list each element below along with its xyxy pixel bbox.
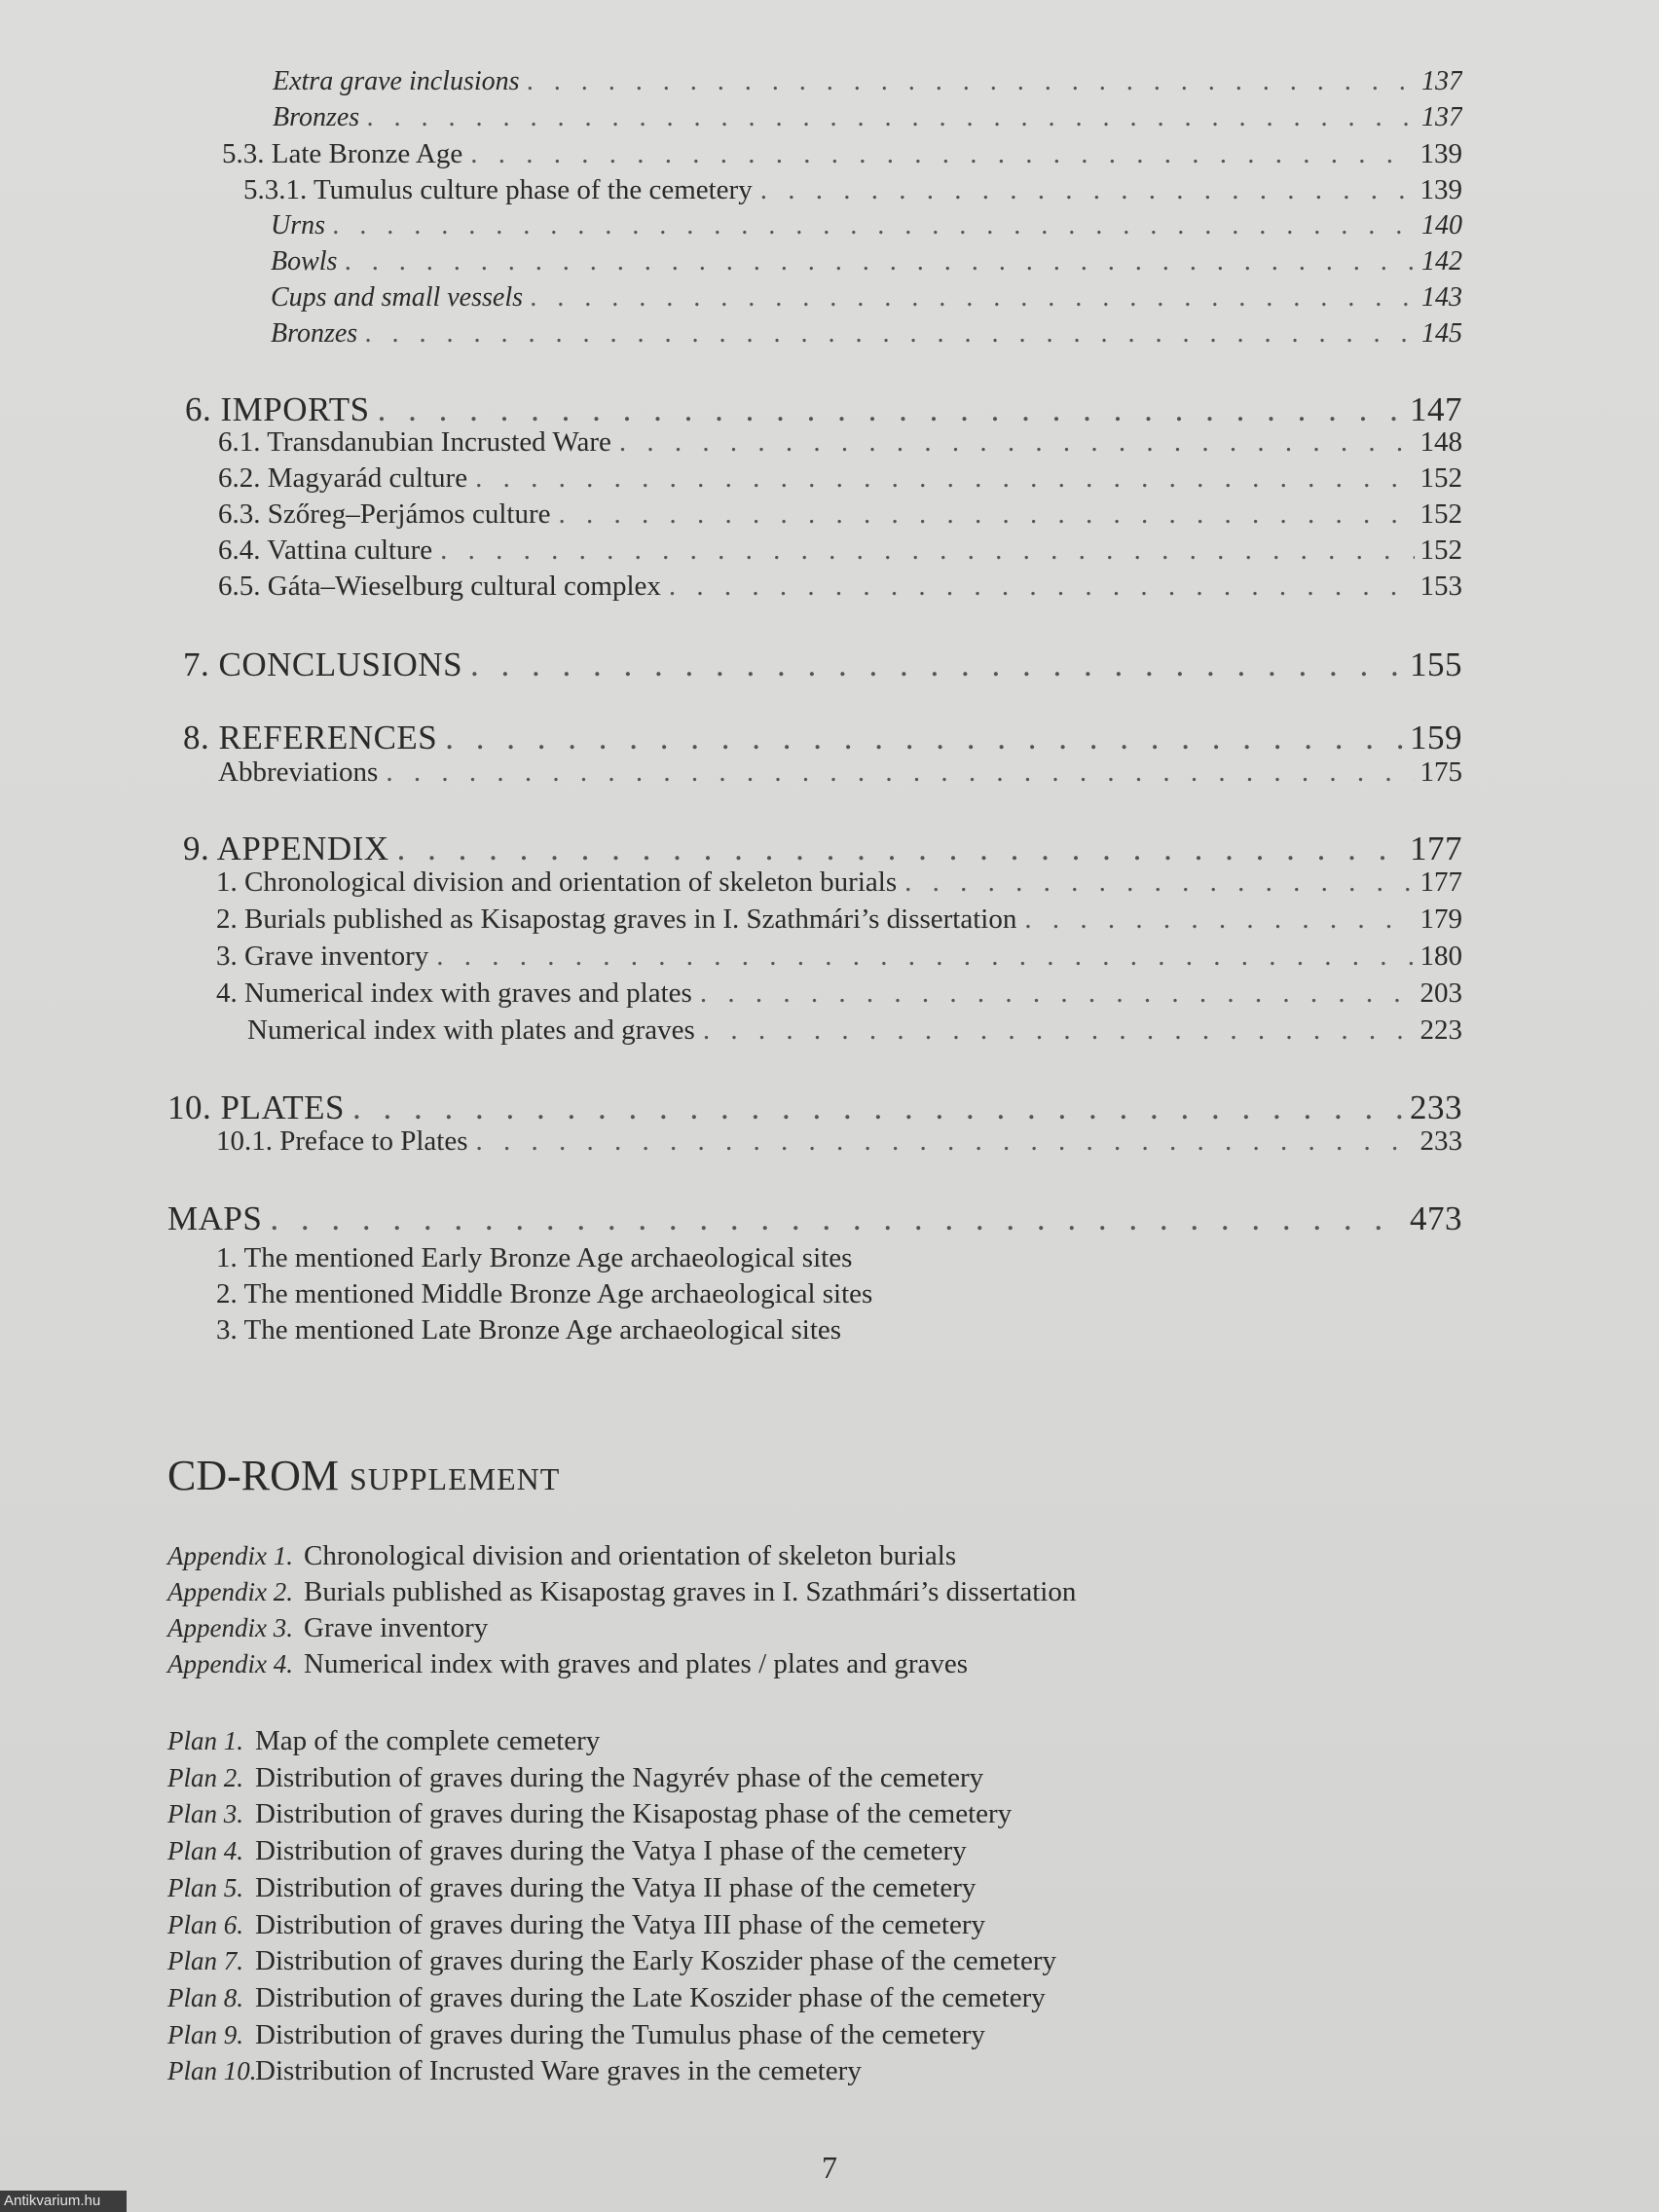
toc-entry-label: Abbreviations [218, 756, 379, 788]
toc-entry-label: 8. REFERENCES [183, 719, 438, 756]
toc-entry [243, 174, 1462, 206]
toc-entry-label: 1. Chronological division and orientation of skeleton burials [216, 866, 898, 898]
toc-entry-page: 152 [1419, 462, 1462, 494]
toc-entry-label: Cups and small vessels [271, 282, 523, 313]
appendix-label: Appendix 4. [167, 1649, 293, 1678]
toc-entry-page: 143 [1421, 282, 1462, 313]
toc-leader-dots [365, 318, 1416, 350]
toc-leader-dots [345, 246, 1416, 277]
toc-leader-dots [352, 1088, 1404, 1127]
appendix-label: Appendix 2. [167, 1577, 293, 1606]
toc-leader-dots [703, 1014, 1415, 1047]
toc-leader-dots [378, 390, 1404, 429]
toc-entry [218, 571, 1462, 603]
plan-text: Distribution of graves during the Late Koszider phase of the cemetery [255, 1981, 1046, 2013]
page-number: 7 [822, 2150, 837, 2185]
plan-text: Distribution of graves during the Early Koszider phase of the cemetery [255, 1945, 1057, 1977]
toc-entry-label: MAPS [167, 1199, 263, 1237]
toc-entry-page: 179 [1419, 903, 1462, 935]
toc-entry [167, 1199, 1462, 1238]
toc-leader-dots [440, 535, 1414, 567]
toc-entry-label: 10.1. Preface to Plates [216, 1125, 468, 1157]
plan-label: Plan 8. [167, 1982, 243, 2012]
toc-entry-label: 5.3. Late Bronze Age [222, 138, 463, 169]
plan-label: Plan 5. [167, 1872, 243, 1902]
cd-rom-supplement-title [167, 1451, 560, 1500]
toc-leader-dots [700, 977, 1415, 1010]
appendix-entry [167, 1576, 1076, 1608]
plan-label: Plan 4. [167, 1836, 243, 1866]
plan-entry [167, 1725, 600, 1757]
toc-leader-dots [669, 571, 1415, 603]
toc-entry [183, 645, 1462, 684]
toc-entry-label: Bowls [271, 246, 338, 276]
toc-entry-label: 4. Numerical index with graves and plates [216, 977, 692, 1009]
toc-entry [183, 830, 1462, 868]
toc-leader-dots [475, 462, 1414, 495]
toc-leader-dots [528, 66, 1416, 97]
toc-leader-dots [270, 1199, 1404, 1238]
plan-text: Distribution of graves during the Vatya II phase of the cemetery [255, 1871, 977, 1903]
appendix-label: Appendix 1. [167, 1541, 293, 1570]
plan-entry [167, 1872, 976, 1904]
toc-entry-page: 139 [1419, 174, 1462, 205]
map-list-item: 2. The mentioned Middle Bronze Age archaeological sites [216, 1278, 873, 1309]
appendix-text: Grave inventory [304, 1612, 489, 1643]
cd-rom-title-small: SUPPLEMENT [350, 1461, 561, 1496]
toc-entry-label: Extra grave inclusions [273, 66, 520, 96]
toc-entry-label: 2. Burials published as Kisapostag graves in I. Szathmári’s dissertation [216, 903, 1017, 935]
toc-entry [247, 1014, 1462, 1047]
plan-label: Plan 2. [167, 1762, 243, 1792]
toc-leader-dots [904, 866, 1414, 899]
toc-entry [218, 462, 1462, 495]
toc-entry-label: 6.2. Magyarád culture [218, 462, 468, 494]
toc-entry [216, 1125, 1462, 1158]
toc-entry-page: 139 [1419, 138, 1462, 169]
toc-entry-page: 233 [1419, 1125, 1462, 1157]
toc-leader-dots [619, 426, 1415, 459]
plan-label: Plan 1. [167, 1726, 243, 1755]
toc-leader-dots [386, 756, 1414, 789]
plan-text: Distribution of graves during the Tumulus phase of the cemetery [255, 2018, 985, 2050]
plan-entry [167, 1909, 985, 1941]
plan-entry [167, 1982, 1046, 2014]
toc-leader-dots [1024, 903, 1414, 936]
toc-entry [183, 719, 1462, 757]
plan-label: Plan 7. [167, 1946, 243, 1976]
toc-entry-label: 10. PLATES [167, 1088, 345, 1126]
toc-entry-page: 152 [1419, 535, 1462, 566]
toc-leader-dots [333, 210, 1416, 241]
toc-leader-dots [470, 645, 1404, 684]
appendix-entry [167, 1648, 968, 1680]
plan-entry [167, 1798, 1012, 1830]
toc-entry-page: 223 [1419, 1014, 1462, 1046]
appendix-label: Appendix 3. [167, 1613, 293, 1642]
toc-entry [218, 426, 1462, 459]
toc-entry-label: Bronzes [273, 102, 360, 132]
toc-entry-page: 473 [1410, 1199, 1462, 1237]
toc-entry-label: 6.3. Szőreg–Perjámos culture [218, 498, 551, 530]
plan-text: Distribution of graves during the Vatya III phase of the cemetery [255, 1908, 986, 1940]
map-list-item: 1. The mentioned Early Bronze Age archaeological sites [216, 1242, 853, 1273]
plan-entry [167, 2055, 862, 2087]
plan-label: Plan 10. [167, 2056, 257, 2086]
toc-entry [216, 940, 1462, 973]
toc-entry-page: 142 [1421, 246, 1462, 276]
watermark-label: Antikvarium.hu [0, 2191, 127, 2212]
toc-entry-page: 233 [1410, 1088, 1462, 1126]
toc-entry-page: 153 [1419, 571, 1462, 602]
toc-entry [222, 138, 1462, 170]
plan-entry [167, 1945, 1056, 1977]
toc-entry [167, 1088, 1462, 1127]
toc-leader-dots [397, 830, 1404, 868]
plan-label: Plan 9. [167, 2019, 243, 2049]
toc-entry [218, 498, 1462, 531]
toc-entry [216, 866, 1462, 899]
toc-entry [218, 535, 1462, 567]
toc-entry-page: 177 [1419, 866, 1462, 898]
toc-entry [271, 318, 1462, 350]
plan-text: Map of the complete cemetery [255, 1725, 601, 1756]
appendix-text: Numerical index with graves and plates / plates and graves [304, 1648, 969, 1679]
toc-entry-page: 148 [1419, 426, 1462, 458]
toc-entry-page: 203 [1419, 977, 1462, 1009]
plan-label: Plan 3. [167, 1799, 243, 1829]
toc-entry-label: 9. APPENDIX [183, 830, 389, 867]
toc-entry [271, 282, 1462, 313]
toc-entry [273, 66, 1462, 97]
toc-entry-page: 147 [1410, 390, 1462, 428]
plan-entry [167, 1835, 967, 1867]
toc-leader-dots [445, 719, 1404, 757]
cd-rom-title-main: CD-ROM [167, 1452, 340, 1499]
toc-entry-label: 7. CONCLUSIONS [183, 645, 463, 683]
toc-entry-page: 152 [1419, 498, 1462, 530]
toc-leader-dots [760, 174, 1415, 206]
plan-entry [167, 2019, 985, 2051]
plan-label: Plan 6. [167, 1909, 243, 1939]
plan-text: Distribution of graves during the Kisapostag phase of the cemetery [255, 1798, 1013, 1830]
toc-leader-dots [531, 282, 1416, 313]
toc-entry [218, 756, 1462, 789]
toc-entry-page: 137 [1421, 102, 1462, 132]
toc-leader-dots [470, 138, 1414, 170]
toc-entry-page: 137 [1421, 66, 1462, 96]
plan-text: Distribution of graves during the Nagyrév phase of the cemetery [255, 1761, 984, 1793]
toc-entry-label: 5.3.1. Tumulus culture phase of the cemetery [243, 174, 753, 205]
toc-entry [271, 246, 1462, 277]
toc-leader-dots [436, 940, 1414, 973]
toc-leader-dots [476, 1125, 1415, 1158]
toc-entry-label: Bronzes [271, 318, 358, 349]
toc-entry-page: 155 [1410, 645, 1462, 683]
toc-entry-page: 180 [1419, 940, 1462, 972]
toc-entry-label: 6.4. Vattina culture [218, 535, 433, 566]
plan-entry [167, 1762, 983, 1794]
toc-entry-page: 145 [1421, 318, 1462, 349]
toc-entry-label: 3. Grave inventory [216, 940, 429, 972]
appendix-text: Chronological division and orientation of skeleton burials [304, 1540, 957, 1571]
toc-entry-label: 6. IMPORTS [185, 390, 370, 428]
toc-entry-label: Numerical index with plates and graves [247, 1014, 695, 1046]
toc-entry [271, 210, 1462, 241]
toc-entry [216, 903, 1462, 936]
toc-entry [216, 977, 1462, 1010]
toc-entry [185, 390, 1462, 429]
toc-entry-page: 175 [1419, 756, 1462, 788]
toc-entry-page: 159 [1410, 719, 1462, 756]
toc-leader-dots [558, 498, 1414, 531]
plan-text: Distribution of graves during the Vatya I phase of the cemetery [255, 1835, 967, 1867]
plan-text: Distribution of Incrusted Ware graves in the cemetery [255, 2055, 862, 2087]
toc-entry-label: 6.5. Gáta–Wieselburg cultural complex [218, 571, 661, 602]
appendix-text: Burials published as Kisapostag graves in I. Szathmári’s dissertation [304, 1576, 1077, 1607]
appendix-entry [167, 1540, 956, 1572]
toc-entry-page: 140 [1421, 210, 1462, 240]
appendix-entry [167, 1612, 488, 1644]
toc-entry-page: 177 [1410, 830, 1462, 867]
toc-entry-label: 6.1. Transdanubian Incrusted Ware [218, 426, 611, 458]
toc-leader-dots [367, 102, 1416, 133]
toc-entry [273, 102, 1462, 133]
map-list-item: 3. The mentioned Late Bronze Age archaeological sites [216, 1314, 842, 1346]
toc-entry-label: Urns [271, 210, 326, 240]
